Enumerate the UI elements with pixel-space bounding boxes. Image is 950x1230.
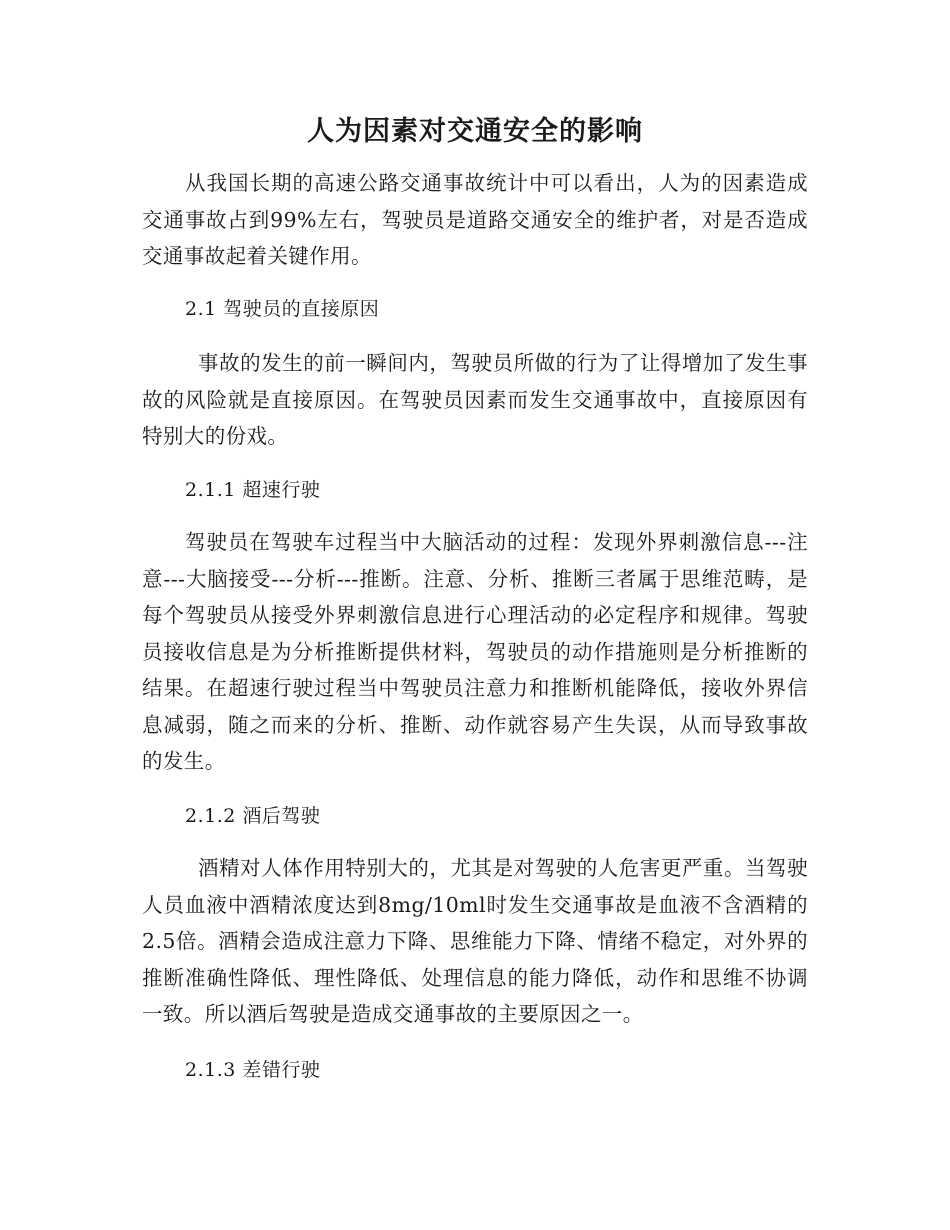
section-2-1-1-heading: 2.1.1 超速行驶 [185,479,321,501]
section-2-1-2-heading: 2.1.2 酒后驾驶 [185,805,321,827]
intro-paragraph: 从我国长期的高速公路交通事故统计中可以看出，人为的因素造成交通事故占到99%左右，驾驶员是道路交通安全的维护者，对是否造成交通事故起着关键作用。 [142,171,808,268]
document-title: 人为因素对交通安全的影响 [307,116,643,147]
section-2-1-heading: 2.1 驾驶员的直接原因 [185,298,380,320]
section-2-1-1-paragraph: 驾驶员在驾驶车过程当中大脑活动的过程：发现外界刺激信息---注意---大脑接受---分析---推断。注意、分析、推断三者属于思维范畴，是每个驾驶员从接受外界刺激信息进行心理活动的必定程序和规律。驾驶员接收信息是为分析推断提供材料，驾驶员的动作措施则是分析推断的结果。在超速行驶过程当中驾驶员注意力和推断机能降低，接收外界信息减弱，随之而来的分析、推断、动作就容易产生失误，从而导致事故的发生。 [142,530,808,773]
section-2-1-paragraph: 事故的发生的前一瞬间内，驾驶员所做的行为了让得增加了发生事故的风险就是直接原因。在驾驶员因素而发生交通事故中，直接原因有特别大的份戏。 [142,351,808,448]
section-2-1-2-paragraph: 酒精对人体作用特别大的，尤其是对驾驶的人危害更严重。当驾驶人员血液中酒精浓度达到8mg/10ml时发生交通事故是血液不含酒精的2.5倍。酒精会造成注意力下降、思维能力下降、情绪不稳定，对外界的推断准确性降低、理性降低、处理信息的能力降低，动作和思维不协调一致。所以酒后驾驶是造成交通事故的主要原因之一。 [142,856,808,1026]
section-2-1-3-heading: 2.1.3 差错行驶 [185,1059,321,1081]
